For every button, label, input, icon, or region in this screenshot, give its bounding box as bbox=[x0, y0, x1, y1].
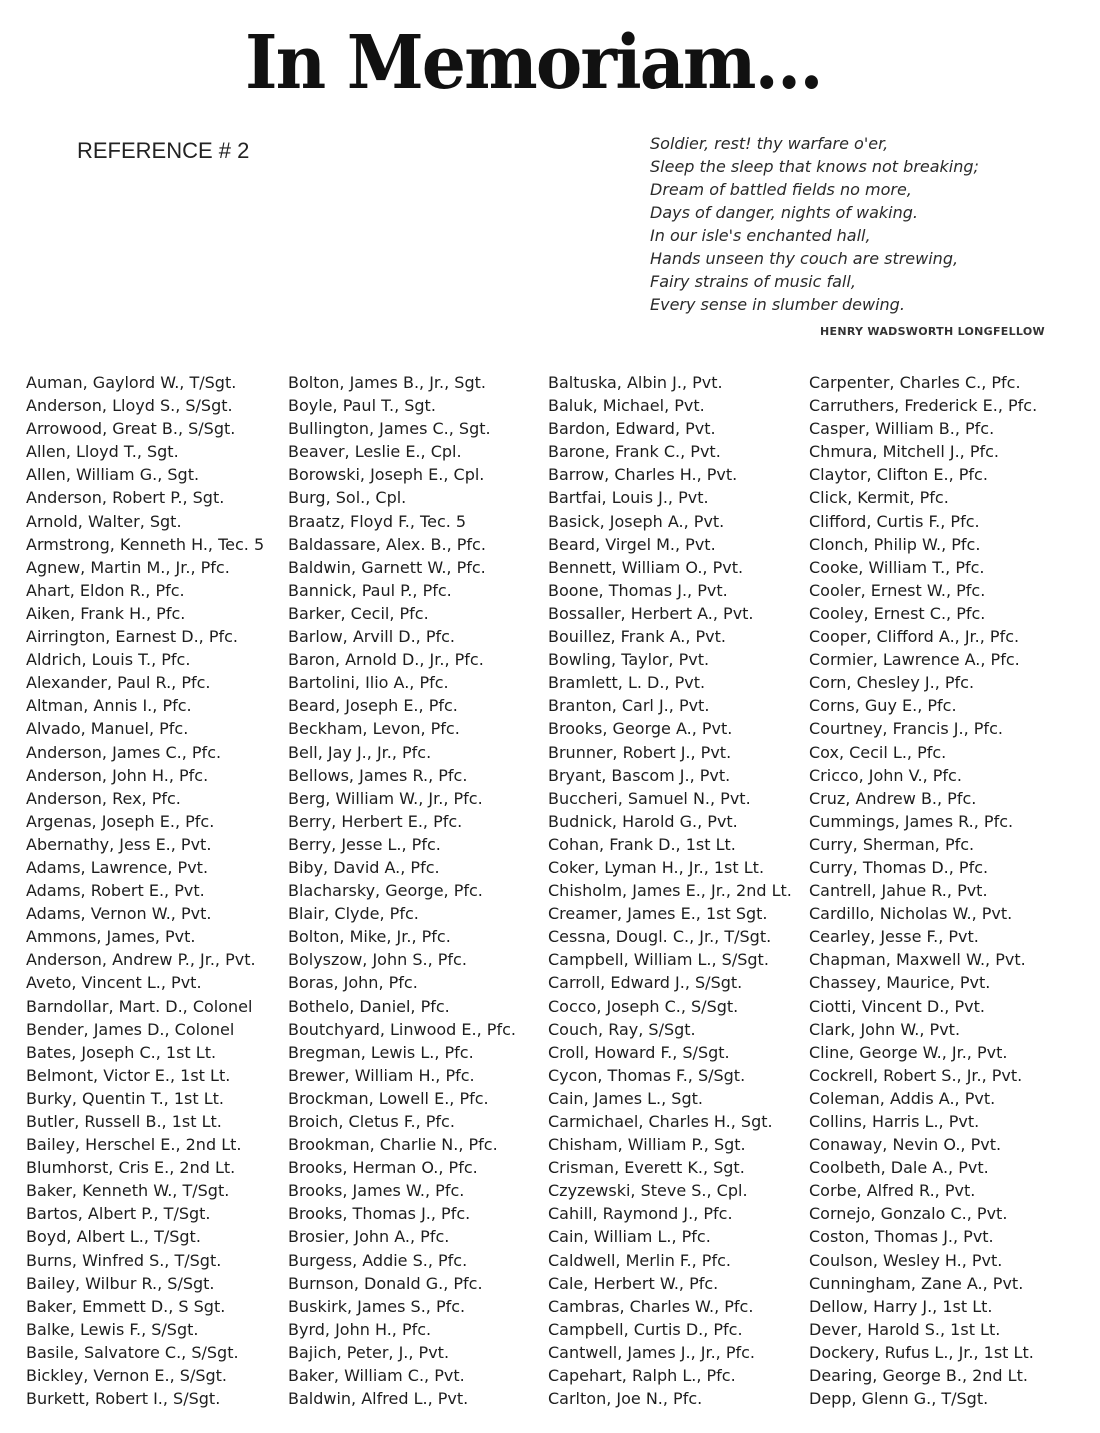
poem-line: Days of danger, nights of waking. bbox=[650, 203, 918, 222]
list-item: Capehart, Ralph L., Pfc. bbox=[548, 1366, 736, 1386]
list-item: Brosier, John A., Pfc. bbox=[288, 1227, 450, 1247]
list-item: Cricco, John V., Pfc. bbox=[809, 765, 962, 785]
poem-line: Hands unseen thy couch are strewing, bbox=[650, 249, 959, 268]
list-item: Bartos, Albert P., T/Sgt. bbox=[26, 1204, 211, 1224]
list-item: Bell, Jay J., Jr., Pfc. bbox=[288, 742, 432, 762]
list-item: Abernathy, Jess E., Pvt. bbox=[26, 834, 212, 854]
list-item: Bramlett, L. D., Pvt. bbox=[548, 673, 706, 693]
list-item: Baker, William C., Pvt. bbox=[288, 1366, 465, 1386]
list-item: Dockery, Rufus L., Jr., 1st Lt. bbox=[809, 1342, 1034, 1362]
list-item: Brooks, Herman O., Pfc. bbox=[288, 1158, 478, 1178]
list-item: Brewer, William H., Pfc. bbox=[288, 1065, 475, 1085]
list-item: Boone, Thomas J., Pvt. bbox=[548, 580, 728, 600]
list-item: Berg, William W., Jr., Pfc. bbox=[288, 788, 483, 808]
list-item: Basile, Salvatore C., S/Sgt. bbox=[26, 1342, 239, 1362]
list-item: Campbell, William L., S/Sgt. bbox=[548, 950, 769, 970]
list-item: Chmura, Mitchell J., Pfc. bbox=[809, 442, 1000, 462]
list-item: Byrd, John H., Pfc. bbox=[288, 1319, 432, 1339]
list-item: Clark, John W., Pvt. bbox=[809, 1019, 961, 1039]
list-item: Cale, Herbert W., Pfc. bbox=[548, 1273, 719, 1293]
list-item: Bothelo, Daniel, Pfc. bbox=[288, 996, 450, 1016]
list-item: Carpenter, Charles C., Pfc. bbox=[809, 373, 1021, 392]
poem-line: Every sense in slumber dewing. bbox=[650, 295, 905, 314]
list-item: Cooler, Ernest W., Pfc. bbox=[809, 580, 986, 600]
list-item: Bolton, James B., Jr., Sgt. bbox=[288, 373, 486, 392]
list-item: Barone, Frank C., Pvt. bbox=[548, 442, 721, 462]
list-item: Altman, Annis I., Pfc. bbox=[26, 696, 192, 716]
list-item: Brockman, Lowell E., Pfc. bbox=[288, 1088, 489, 1108]
list-item: Barker, Cecil, Pfc. bbox=[288, 603, 429, 623]
list-item: Chisham, William P., Sgt. bbox=[548, 1135, 746, 1155]
list-item: Armstrong, Kenneth H., Tec. 5 bbox=[26, 534, 265, 554]
list-item: Casper, William B., Pfc. bbox=[809, 419, 995, 439]
names-column-3 bbox=[548, 371, 792, 1410]
list-item: Burky, Quentin T., 1st Lt. bbox=[26, 1088, 224, 1108]
list-item: Alvado, Manuel, Pfc. bbox=[26, 719, 189, 739]
list-item: Bellows, James R., Pfc. bbox=[288, 765, 468, 785]
list-item: Baltuska, Albin J., Pvt. bbox=[548, 373, 723, 392]
list-item: Cearley, Jesse F., Pvt. bbox=[809, 927, 979, 947]
list-item: Baldwin, Alfred L., Pvt. bbox=[288, 1389, 469, 1409]
list-item: Couch, Ray, S/Sgt. bbox=[548, 1019, 696, 1039]
list-item: Aiken, Frank H., Pfc. bbox=[26, 603, 186, 623]
list-item: Bickley, Vernon E., S/Sgt. bbox=[26, 1366, 227, 1386]
list-item: Bartfai, Louis J., Pvt. bbox=[548, 488, 709, 508]
names-column-4 bbox=[809, 371, 1037, 1410]
list-item: Curry, Sherman, Pfc. bbox=[809, 834, 975, 854]
reference-label: REFERENCE # 2 bbox=[77, 138, 250, 163]
list-item: Arnold, Walter, Sgt. bbox=[26, 511, 182, 531]
list-item: Claytor, Clifton E., Pfc. bbox=[809, 465, 988, 485]
list-item: Campbell, Curtis D., Pfc. bbox=[548, 1319, 743, 1339]
list-item: Baker, Kenneth W., T/Sgt. bbox=[26, 1181, 230, 1201]
list-item: Chapman, Maxwell W., Pvt. bbox=[809, 950, 1026, 970]
poem-line: Soldier, rest! thy warfare o'er, bbox=[650, 134, 889, 153]
list-item: Courtney, Francis J., Pfc. bbox=[809, 719, 1003, 739]
list-item: Conaway, Nevin O., Pvt. bbox=[809, 1135, 1002, 1155]
list-item: Cummings, James R., Pfc. bbox=[809, 811, 1014, 831]
list-item: Anderson, Andrew P., Jr., Pvt. bbox=[26, 950, 256, 970]
list-item: Berry, Jesse L., Pfc. bbox=[288, 834, 441, 854]
list-item: Ammons, James, Pvt. bbox=[26, 927, 196, 947]
list-item: Bolton, Mike, Jr., Pfc. bbox=[288, 927, 451, 947]
list-item: Carmichael, Charles H., Sgt. bbox=[548, 1112, 773, 1131]
list-item: Beckham, Levon, Pfc. bbox=[288, 719, 460, 739]
names-column-1 bbox=[26, 371, 264, 1410]
list-item: Bouillez, Frank A., Pvt. bbox=[548, 627, 726, 647]
list-item: Bates, Joseph C., 1st Lt. bbox=[26, 1042, 217, 1062]
list-item: Cornejo, Gonzalo C., Pvt. bbox=[809, 1204, 1008, 1224]
list-item: Blacharsky, George, Pfc. bbox=[288, 881, 483, 901]
list-item: Crisman, Everett K., Sgt. bbox=[548, 1158, 745, 1178]
list-item: Bolyszow, John S., Pfc. bbox=[288, 950, 467, 970]
list-item: Anderson, John H., Pfc. bbox=[26, 765, 209, 785]
list-item: Chassey, Maurice, Pvt. bbox=[809, 973, 991, 993]
list-item: Bossaller, Herbert A., Pvt. bbox=[548, 603, 754, 623]
list-item: Bullington, James C., Sgt. bbox=[288, 419, 491, 439]
list-item: Cycon, Thomas F., S/Sgt. bbox=[548, 1065, 746, 1085]
list-item: Buskirk, James S., Pfc. bbox=[288, 1296, 466, 1316]
list-item: Adams, Robert E., Pvt. bbox=[26, 881, 205, 901]
list-item: Argenas, Joseph E., Pfc. bbox=[26, 811, 215, 831]
list-item: Bryant, Bascom J., Pvt. bbox=[548, 765, 731, 785]
list-item: Borowski, Joseph E., Cpl. bbox=[288, 465, 485, 485]
list-item: Cockrell, Robert S., Jr., Pvt. bbox=[809, 1065, 1023, 1085]
list-item: Cocco, Joseph C., S/Sgt. bbox=[548, 996, 739, 1016]
list-item: Biby, David A., Pfc. bbox=[288, 857, 440, 877]
list-item: Cahill, Raymond J., Pfc. bbox=[548, 1204, 733, 1224]
list-item: Broich, Cletus F., Pfc. bbox=[288, 1112, 455, 1131]
list-item: Boyd, Albert L., T/Sgt. bbox=[26, 1227, 201, 1247]
list-item: Boutchyard, Linwood E., Pfc. bbox=[288, 1019, 516, 1039]
list-item: Boras, John, Pfc. bbox=[288, 973, 418, 993]
list-item: Depp, Glenn G., T/Sgt. bbox=[809, 1389, 989, 1409]
list-item: Arrowood, Great B., S/Sgt. bbox=[26, 419, 236, 439]
list-item: Bregman, Lewis L., Pfc. bbox=[288, 1042, 474, 1062]
list-item: Agnew, Martin M., Jr., Pfc. bbox=[26, 557, 230, 577]
list-item: Buccheri, Samuel N., Pvt. bbox=[548, 788, 751, 808]
list-item: Coleman, Addis A., Pvt. bbox=[809, 1088, 996, 1108]
list-item: Barlow, Arvill D., Pfc. bbox=[288, 627, 456, 647]
list-item: Burns, Winfred S., T/Sgt. bbox=[26, 1250, 222, 1270]
list-item: Anderson, James C., Pfc. bbox=[26, 742, 222, 762]
list-item: Dearing, George B., 2nd Lt. bbox=[809, 1366, 1028, 1386]
list-item: Brooks, Thomas J., Pfc. bbox=[288, 1204, 471, 1224]
list-item: Baldassare, Alex. B., Pfc. bbox=[288, 534, 486, 554]
list-item: Burkett, Robert I., S/Sgt. bbox=[26, 1389, 221, 1409]
list-item: Carruthers, Frederick E., Pfc. bbox=[809, 396, 1038, 416]
list-item: Burg, Sol., Cpl. bbox=[288, 488, 407, 508]
list-item: Budnick, Harold G., Pvt. bbox=[548, 811, 738, 831]
list-item: Anderson, Robert P., Sgt. bbox=[26, 488, 225, 508]
list-item: Czyzewski, Steve S., Cpl. bbox=[548, 1181, 748, 1201]
poem-line: Fairy strains of music fall, bbox=[650, 272, 856, 291]
list-item: Brooks, James W., Pfc. bbox=[288, 1181, 465, 1201]
list-item: Curry, Thomas D., Pfc. bbox=[809, 857, 989, 877]
list-item: Bannick, Paul P., Pfc. bbox=[288, 580, 452, 600]
list-item: Ciotti, Vincent D., Pvt. bbox=[809, 996, 985, 1016]
list-item: Adams, Vernon W., Pvt. bbox=[26, 904, 212, 924]
list-item: Balke, Lewis F., S/Sgt. bbox=[26, 1319, 199, 1339]
list-item: Cohan, Frank D., 1st Lt. bbox=[548, 834, 736, 854]
list-item: Branton, Carl J., Pvt. bbox=[548, 696, 710, 716]
poem-line: In our isle's enchanted hall, bbox=[650, 226, 871, 245]
list-item: Cessna, Dougl. C., Jr., T/Sgt. bbox=[548, 927, 772, 947]
list-item: Bardon, Edward, Pvt. bbox=[548, 419, 716, 439]
list-item: Cormier, Lawrence A., Pfc. bbox=[809, 650, 1020, 670]
list-item: Baldwin, Garnett W., Pfc. bbox=[288, 557, 486, 577]
list-item: Cantrell, Jahue R., Pvt. bbox=[809, 881, 988, 901]
list-item: Baker, Emmett D., S Sgt. bbox=[26, 1296, 226, 1316]
list-item: Creamer, James E., 1st Sgt. bbox=[548, 904, 768, 924]
list-item: Alexander, Paul R., Pfc. bbox=[26, 673, 211, 693]
list-item: Corn, Chesley J., Pfc. bbox=[809, 673, 975, 693]
list-item: Cain, William L., Pfc. bbox=[548, 1227, 711, 1247]
list-item: Carroll, Edward J., S/Sgt. bbox=[548, 973, 743, 993]
list-item: Barrow, Charles H., Pvt. bbox=[548, 465, 738, 485]
list-item: Cline, George W., Jr., Pvt. bbox=[809, 1042, 1008, 1062]
list-item: Aldrich, Louis T., Pfc. bbox=[26, 650, 191, 670]
list-item: Chisholm, James E., Jr., 2nd Lt. bbox=[548, 881, 792, 901]
page-title: In Memoriam... bbox=[245, 20, 822, 106]
list-item: Boyle, Paul T., Sgt. bbox=[288, 396, 436, 416]
list-item: Blair, Clyde, Pfc. bbox=[288, 904, 419, 924]
list-item: Bennett, William O., Pvt. bbox=[548, 557, 744, 577]
list-item: Brookman, Charlie N., Pfc. bbox=[288, 1135, 498, 1155]
list-item: Brunner, Robert J., Pvt. bbox=[548, 742, 732, 762]
list-item: Cambras, Charles W., Pfc. bbox=[548, 1296, 754, 1316]
list-item: Coolbeth, Dale A., Pvt. bbox=[809, 1158, 989, 1178]
list-item: Coulson, Wesley H., Pvt. bbox=[809, 1250, 1003, 1270]
list-item: Coker, Lyman H., Jr., 1st Lt. bbox=[548, 857, 765, 877]
list-item: Bailey, Herschel E., 2nd Lt. bbox=[26, 1135, 242, 1155]
list-item: Baron, Arnold D., Jr., Pfc. bbox=[288, 650, 484, 670]
list-item: Clonch, Philip W., Pfc. bbox=[809, 534, 981, 554]
list-item: Braatz, Floyd F., Tec. 5 bbox=[288, 511, 467, 531]
list-item: Brooks, George A., Pvt. bbox=[548, 719, 733, 739]
list-item: Cain, James L., Sgt. bbox=[548, 1088, 703, 1108]
list-item: Cooper, Clifford A., Jr., Pfc. bbox=[809, 627, 1020, 647]
list-item: Anderson, Rex, Pfc. bbox=[26, 788, 181, 808]
list-item: Blumhorst, Cris E., 2nd Lt. bbox=[26, 1158, 236, 1178]
list-item: Croll, Howard F., S/Sgt. bbox=[548, 1042, 730, 1062]
list-item: Bartolini, Ilio A., Pfc. bbox=[288, 673, 449, 693]
list-item: Adams, Lawrence, Pvt. bbox=[26, 857, 209, 877]
list-item: Baluk, Michael, Pvt. bbox=[548, 396, 705, 416]
list-item: Butler, Russell B., 1st Lt. bbox=[26, 1112, 222, 1131]
list-item: Barndollar, Mart. D., Colonel bbox=[26, 996, 253, 1016]
list-item: Corbe, Alfred R., Pvt. bbox=[809, 1181, 976, 1201]
list-item: Dever, Harold S., 1st Lt. bbox=[809, 1319, 1001, 1339]
list-item: Cardillo, Nicholas W., Pvt. bbox=[809, 904, 1013, 924]
list-item: Corns, Guy E., Pfc. bbox=[809, 696, 957, 716]
list-item: Burnson, Donald G., Pfc. bbox=[288, 1273, 483, 1293]
list-item: Collins, Harris L., Pvt. bbox=[809, 1112, 980, 1131]
list-item: Anderson, Lloyd S., S/Sgt. bbox=[26, 396, 233, 416]
list-item: Cooley, Ernest C., Pfc. bbox=[809, 603, 986, 623]
list-item: Clifford, Curtis F., Pfc. bbox=[809, 511, 980, 531]
list-item: Basick, Joseph A., Pvt. bbox=[548, 511, 725, 531]
list-item: Cruz, Andrew B., Pfc. bbox=[809, 788, 977, 808]
poem-line: Dream of battled fields no more, bbox=[650, 180, 912, 199]
list-item: Aveto, Vincent L., Pvt. bbox=[26, 973, 202, 993]
list-item: Cantwell, James J., Jr., Pfc. bbox=[548, 1342, 755, 1362]
list-item: Bender, James D., Colonel bbox=[26, 1019, 235, 1039]
list-item: Bailey, Wilbur R., S/Sgt. bbox=[26, 1273, 215, 1293]
names-column-2 bbox=[288, 371, 516, 1410]
list-item: Click, Kermit, Pfc. bbox=[809, 488, 949, 508]
poem-line: Sleep the sleep that knows not breaking; bbox=[650, 157, 979, 176]
list-item: Coston, Thomas J., Pvt. bbox=[809, 1227, 994, 1247]
poem bbox=[650, 132, 1070, 316]
list-item: Belmont, Victor E., 1st Lt. bbox=[26, 1065, 231, 1085]
list-item: Allen, William G., Sgt. bbox=[26, 465, 200, 485]
list-item: Beard, Virgel M., Pvt. bbox=[548, 534, 716, 554]
list-item: Berry, Herbert E., Pfc. bbox=[288, 811, 463, 831]
list-item: Burgess, Addie S., Pfc. bbox=[288, 1250, 468, 1270]
list-item: Caldwell, Merlin F., Pfc. bbox=[548, 1250, 731, 1270]
names-list bbox=[0, 371, 1100, 1421]
poem-attribution: HENRY WADSWORTH LONGFELLOW bbox=[820, 325, 1045, 338]
list-item: Carlton, Joe N., Pfc. bbox=[548, 1389, 703, 1409]
list-item: Beaver, Leslie E., Cpl. bbox=[288, 442, 462, 462]
list-item: Auman, Gaylord W., T/Sgt. bbox=[26, 373, 237, 392]
list-item: Airrington, Earnest D., Pfc. bbox=[26, 627, 239, 647]
list-item: Cooke, William T., Pfc. bbox=[809, 557, 985, 577]
list-item: Allen, Lloyd T., Sgt. bbox=[26, 442, 179, 462]
list-item: Cox, Cecil L., Pfc. bbox=[809, 742, 947, 762]
list-item: Beard, Joseph E., Pfc. bbox=[288, 696, 458, 716]
list-item: Dellow, Harry J., 1st Lt. bbox=[809, 1296, 993, 1316]
list-item: Cunningham, Zane A., Pvt. bbox=[809, 1273, 1024, 1293]
list-item: Ahart, Eldon R., Pfc. bbox=[26, 580, 185, 600]
list-item: Bowling, Taylor, Pvt. bbox=[548, 650, 710, 670]
list-item: Bajich, Peter, J., Pvt. bbox=[288, 1342, 450, 1362]
